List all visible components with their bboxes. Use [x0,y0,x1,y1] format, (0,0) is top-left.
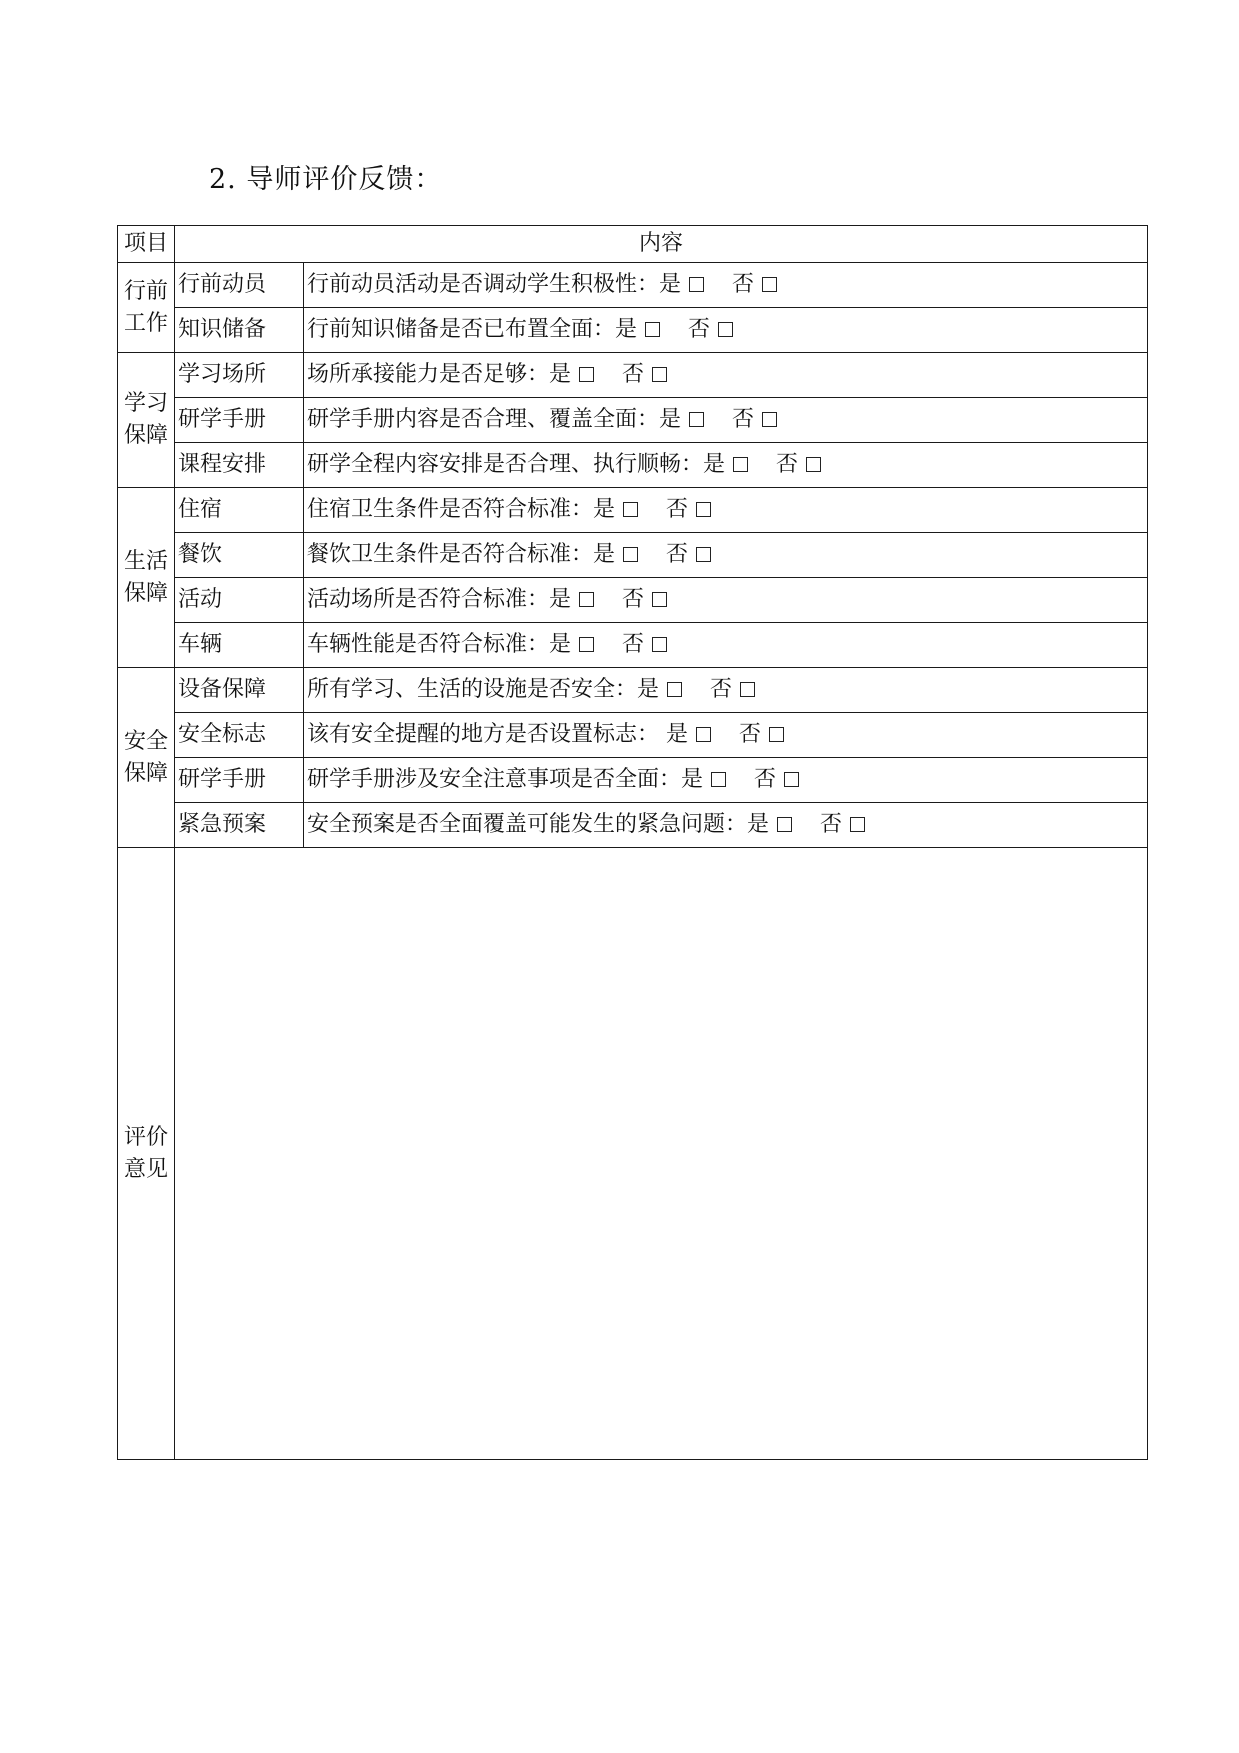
no-checkbox[interactable] [850,817,865,832]
table-header-row [118,226,1148,263]
category-label: 生活 [123,548,168,574]
yes-checkbox[interactable] [579,592,594,607]
question-text: 活动场所是否符合标准： [307,587,550,612]
question-text: 餐饮卫生条件是否符合标准： [307,542,594,567]
category-label: 保障 [123,423,168,448]
question-text: 研学手册涉及安全注意事项是否全面： [307,767,682,792]
no-label: 否 [739,722,762,747]
opinion-input-area[interactable] [175,848,1148,1460]
no-label: 否 [732,407,755,432]
sub-item-cell: 安全标志 [175,713,304,758]
table-row [118,443,1148,488]
table-row [118,398,1148,443]
no-checkbox[interactable] [762,277,777,292]
yes-label: 是 [637,677,660,702]
yes-checkbox[interactable] [733,457,748,472]
sub-item-cell: 活动 [175,578,304,623]
table-row [118,263,1148,308]
question-cell [304,263,1148,308]
sub-item-cell: 课程安排 [175,443,304,488]
no-label: 否 [666,497,689,522]
sub-item-cell: 研学手册 [175,398,304,443]
yes-checkbox[interactable] [623,502,638,517]
evaluation-table [117,225,1148,1460]
no-label: 否 [710,677,733,702]
yes-checkbox[interactable] [579,637,594,652]
sub-item-cell: 紧急预案 [175,803,304,848]
yes-label: 是 [659,407,682,432]
no-label: 否 [820,812,843,837]
yes-checkbox[interactable] [645,322,660,337]
question-cell [304,578,1148,623]
sub-item-cell: 行前动员 [175,263,304,308]
yes-label: 是 [549,362,572,387]
question-text: 车辆性能是否符合标准： [307,632,550,657]
question-cell [304,308,1148,353]
category-label: 保障 [123,760,168,786]
opinion-label-cell [118,848,175,1460]
yes-checkbox[interactable] [667,682,682,697]
no-label: 否 [622,362,645,387]
question-text: 场所承接能力是否足够： [307,362,550,387]
no-label: 否 [666,542,689,567]
question-text: 住宿卫生条件是否符合标准： [307,497,594,522]
category-cell [118,263,175,353]
opinion-label: 意见 [123,1156,168,1182]
question-text: 行前知识储备是否已布置全面： [307,317,616,342]
question-cell [304,668,1148,713]
yes-label: 是 [703,452,726,477]
yes-label: 是 [549,587,572,612]
table-row [118,353,1148,398]
yes-label: 是 [659,272,682,297]
question-text: 安全预案是否全面覆盖可能发生的紧急问题： [307,812,748,837]
sub-item-cell: 住宿 [175,488,304,533]
question-cell [304,533,1148,578]
no-label: 否 [776,452,799,477]
question-cell [304,443,1148,488]
section-title: 2. 导师评价反馈： [209,164,443,195]
yes-label: 是 [593,497,616,522]
question-cell [304,623,1148,668]
evaluation-table-body [118,226,1148,1460]
question-cell [304,803,1148,848]
no-checkbox[interactable] [784,772,799,787]
yes-checkbox[interactable] [623,547,638,562]
yes-checkbox[interactable] [689,277,704,292]
question-cell [304,353,1148,398]
sub-item-cell: 学习场所 [175,353,304,398]
sub-item-cell: 知识储备 [175,308,304,353]
question-text: 所有学习、生活的设施是否安全： [307,677,638,702]
no-checkbox[interactable] [652,367,667,382]
category-label: 工作 [123,310,168,336]
no-label: 否 [732,272,755,297]
table-row [118,758,1148,803]
question-cell [304,713,1148,758]
yes-label: 是 [615,317,638,342]
no-checkbox[interactable] [740,682,755,697]
no-checkbox[interactable] [696,547,711,562]
table-row [118,578,1148,623]
category-label: 保障 [123,580,168,606]
category-cell [118,668,175,848]
sub-item-cell: 车辆 [175,623,304,668]
table-row [118,488,1148,533]
no-checkbox[interactable] [652,592,667,607]
category-label: 安全 [123,728,168,754]
yes-label: 是 [593,542,616,567]
yes-label: 是 [666,722,689,747]
table-row [118,713,1148,758]
sub-item-cell: 研学手册 [175,758,304,803]
question-text: 研学全程内容安排是否合理、执行顺畅： [307,452,704,477]
no-checkbox[interactable] [696,502,711,517]
yes-label: 是 [681,767,704,792]
no-label: 否 [622,587,645,612]
table-row [118,623,1148,668]
header-content: 内容 [175,226,1148,263]
yes-label: 是 [549,632,572,657]
header-item: 项目 [118,226,175,263]
sub-item-cell: 设备保障 [175,668,304,713]
question-cell [304,758,1148,803]
question-text: 该有安全提醒的地方是否设置标志： [307,722,666,747]
no-checkbox[interactable] [762,412,777,427]
no-label: 否 [622,632,645,657]
opinion-label: 评价 [123,1124,168,1150]
yes-checkbox[interactable] [711,772,726,787]
category-cell [118,353,175,488]
table-row [118,533,1148,578]
opinion-row [118,848,1148,1460]
category-label: 行前 [123,278,168,304]
table-row [118,308,1148,353]
sub-item-cell: 餐饮 [175,533,304,578]
table-row [118,668,1148,713]
category-cell [118,488,175,668]
yes-checkbox[interactable] [579,367,594,382]
yes-checkbox[interactable] [689,412,704,427]
no-checkbox[interactable] [718,322,733,337]
yes-label: 是 [747,812,770,837]
yes-checkbox[interactable] [696,727,711,742]
no-label: 否 [688,317,711,342]
question-cell [304,488,1148,533]
question-cell [304,398,1148,443]
yes-checkbox[interactable] [777,817,792,832]
question-text: 行前动员活动是否调动学生积极性： [307,272,660,297]
no-checkbox[interactable] [806,457,821,472]
category-label: 学习 [123,391,168,416]
question-text: 研学手册内容是否合理、覆盖全面： [307,407,660,432]
no-checkbox[interactable] [652,637,667,652]
no-checkbox[interactable] [769,727,784,742]
no-label: 否 [754,767,777,792]
table-row [118,803,1148,848]
